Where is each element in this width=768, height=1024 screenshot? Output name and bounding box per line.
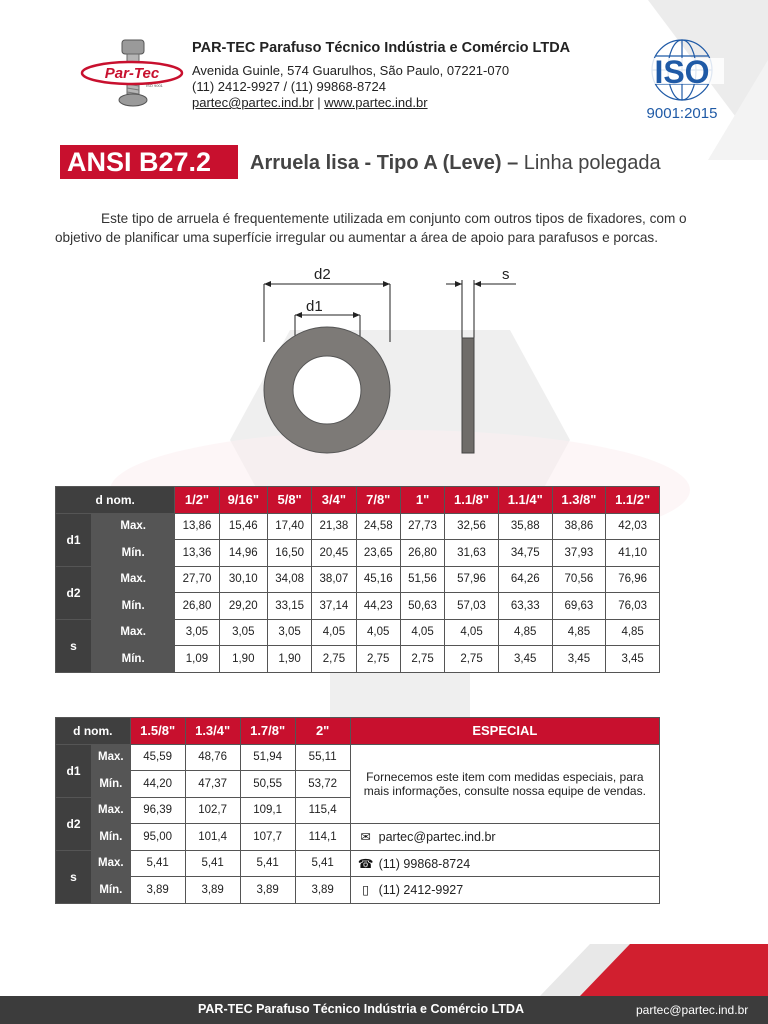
table-cell: 1,90 bbox=[219, 646, 267, 673]
table-cell: 13,36 bbox=[175, 540, 219, 567]
table-row bbox=[56, 646, 660, 673]
dimensions-table-1 bbox=[55, 486, 660, 673]
table-cell: 101,4 bbox=[185, 824, 240, 851]
contact-email[interactable]: partec@partec.ind.br bbox=[378, 830, 496, 845]
row-limit-label: Mín. bbox=[92, 593, 175, 620]
table-cell: 2,75 bbox=[312, 646, 356, 673]
row-limit-label: Max. bbox=[92, 619, 175, 646]
partec-logo bbox=[80, 36, 184, 112]
table-cell: 13,86 bbox=[175, 513, 219, 540]
logo-text: Par-Tec bbox=[104, 65, 160, 82]
contact-mobile-cell bbox=[350, 850, 659, 877]
table-cell: 4,05 bbox=[356, 619, 400, 646]
table-cell: 63,33 bbox=[498, 593, 552, 620]
size-header: 2" bbox=[295, 718, 350, 745]
table-row bbox=[56, 619, 660, 646]
table-cell: 34,08 bbox=[267, 566, 311, 593]
row-group-label: d1 bbox=[56, 513, 92, 566]
footer-decoration bbox=[540, 944, 768, 996]
table-cell: 3,45 bbox=[606, 646, 660, 673]
table-cell: 3,05 bbox=[219, 619, 267, 646]
special-note: Fornecemos este item com medidas especiais, para mais informações, consulte nossa equipe de vendas. bbox=[350, 744, 659, 824]
size-header: 1" bbox=[400, 487, 444, 514]
table-cell: 27,70 bbox=[175, 566, 219, 593]
contact-email-cell bbox=[350, 824, 659, 851]
company-address: Avenida Guinle, 574 Guarulhos, São Paulo, 07221-070 bbox=[192, 63, 510, 78]
table-cell: 26,80 bbox=[400, 540, 444, 567]
table-cell: 33,15 bbox=[267, 593, 311, 620]
table-cell: 3,05 bbox=[267, 619, 311, 646]
company-name: PAR-TEC Parafuso Técnico Indústria e Comércio LTDA bbox=[192, 40, 571, 56]
size-header: 1.5/8" bbox=[130, 718, 185, 745]
table-cell: 70,56 bbox=[552, 566, 606, 593]
table-cell: 3,89 bbox=[130, 877, 185, 904]
table-header-row bbox=[56, 487, 660, 514]
table-cell: 4,85 bbox=[498, 619, 552, 646]
table-cell: 102,7 bbox=[185, 797, 240, 824]
row-group-label: d2 bbox=[56, 566, 92, 619]
table-cell: 50,55 bbox=[240, 771, 295, 798]
table-cell: 4,05 bbox=[400, 619, 444, 646]
table-cell: 17,40 bbox=[267, 513, 311, 540]
table-cell: 45,59 bbox=[130, 744, 185, 771]
table-header-row bbox=[56, 718, 660, 745]
table-cell: 21,38 bbox=[312, 513, 356, 540]
label-d1: d1 bbox=[306, 298, 323, 315]
table-cell: 30,10 bbox=[219, 566, 267, 593]
table-cell: 2,75 bbox=[445, 646, 499, 673]
size-header: 1.3/8" bbox=[552, 487, 606, 514]
table-cell: 38,86 bbox=[552, 513, 606, 540]
table-cell: 14,96 bbox=[219, 540, 267, 567]
table-cell: 4,85 bbox=[606, 619, 660, 646]
table-cell: 2,75 bbox=[400, 646, 444, 673]
row-limit-label: Mín. bbox=[92, 771, 131, 798]
table-cell: 57,96 bbox=[445, 566, 499, 593]
corner-label: d nom. bbox=[56, 487, 175, 514]
email-icon: ✉ bbox=[360, 830, 371, 845]
size-header: 5/8" bbox=[267, 487, 311, 514]
table-cell: 3,05 bbox=[175, 619, 219, 646]
table-cell: 109,1 bbox=[240, 797, 295, 824]
product-description: Este tipo de arruela é frequentemente utilizada em conjunto com outros tipos de fixadores, com o objetivo de planificar uma superfície irregular ou aumentar a área de apoio para parafusos e porcas. bbox=[55, 211, 687, 245]
row-limit-label: Mín. bbox=[92, 646, 175, 673]
company-links bbox=[192, 95, 428, 111]
table-cell: 3,89 bbox=[240, 877, 295, 904]
size-header: 3/4" bbox=[312, 487, 356, 514]
row-group-label: s bbox=[56, 619, 92, 672]
table-cell: 96,39 bbox=[130, 797, 185, 824]
contact-phone-cell bbox=[350, 877, 659, 904]
table-cell: 64,26 bbox=[498, 566, 552, 593]
table-cell: 24,58 bbox=[356, 513, 400, 540]
mobile-icon: ▯ bbox=[362, 883, 370, 898]
table-cell: 32,56 bbox=[445, 513, 499, 540]
washer-drawing bbox=[240, 262, 530, 468]
size-header: 1.1/2" bbox=[606, 487, 660, 514]
table-cell: 4,85 bbox=[552, 619, 606, 646]
table-cell: 76,96 bbox=[606, 566, 660, 593]
size-header: 7/8" bbox=[356, 487, 400, 514]
product-title bbox=[250, 150, 661, 176]
table-cell: 44,23 bbox=[356, 593, 400, 620]
table-cell: 44,20 bbox=[130, 771, 185, 798]
table-cell: 37,14 bbox=[312, 593, 356, 620]
row-group-label: s bbox=[56, 850, 92, 903]
row-limit-label: Max. bbox=[92, 513, 175, 540]
table-cell: 57,03 bbox=[445, 593, 499, 620]
table-cell: 1,90 bbox=[267, 646, 311, 673]
footer-email[interactable]: partec@partec.ind.br bbox=[636, 1003, 749, 1017]
table-row bbox=[56, 540, 660, 567]
table-row bbox=[56, 744, 660, 771]
table-cell: 51,94 bbox=[240, 744, 295, 771]
table-row bbox=[56, 566, 660, 593]
label-s: s bbox=[502, 266, 510, 283]
iso-text: ISO bbox=[654, 54, 710, 90]
table-cell: 69,63 bbox=[552, 593, 606, 620]
table-cell: 15,46 bbox=[219, 513, 267, 540]
iso-badge bbox=[632, 38, 732, 124]
row-limit-label: Max. bbox=[92, 850, 131, 877]
corner-label: d nom. bbox=[56, 718, 131, 745]
contact-mobile[interactable]: (11) 99868-8724 bbox=[378, 856, 471, 871]
row-limit-label: Mín. bbox=[92, 824, 131, 851]
table-cell: 23,65 bbox=[356, 540, 400, 567]
header-email-link[interactable]: partec@partec.ind.br bbox=[192, 95, 314, 110]
row-limit-label: Max. bbox=[92, 744, 131, 771]
table-cell: 48,76 bbox=[185, 744, 240, 771]
table-cell: 3,45 bbox=[552, 646, 606, 673]
table-row bbox=[56, 824, 660, 851]
table-row bbox=[56, 593, 660, 620]
table-cell: 38,07 bbox=[312, 566, 356, 593]
row-limit-label: Mín. bbox=[92, 540, 175, 567]
table-cell: 5,41 bbox=[130, 850, 185, 877]
size-header: 1.1/4" bbox=[498, 487, 552, 514]
table-cell: 16,50 bbox=[267, 540, 311, 567]
product-name: Arruela lisa - Tipo A (Leve) bbox=[250, 152, 502, 174]
table-cell: 114,1 bbox=[295, 824, 350, 851]
table-cell: 4,05 bbox=[312, 619, 356, 646]
table-cell: 50,63 bbox=[400, 593, 444, 620]
table-cell: 5,41 bbox=[295, 850, 350, 877]
size-header: 1/2" bbox=[175, 487, 219, 514]
logo-sub: ISO 9001 bbox=[146, 83, 163, 88]
table-cell: 3,45 bbox=[498, 646, 552, 673]
table-cell: 51,56 bbox=[400, 566, 444, 593]
table-cell: 45,16 bbox=[356, 566, 400, 593]
table-cell: 4,05 bbox=[445, 619, 499, 646]
product-line: Linha polegada bbox=[523, 152, 661, 174]
contact-phone[interactable]: (11) 2412-9927 bbox=[378, 883, 464, 898]
table-cell: 20,45 bbox=[312, 540, 356, 567]
table-cell: 95,00 bbox=[130, 824, 185, 851]
company-phones: (11) 2412-9927 / (11) 99868-8724 bbox=[192, 79, 386, 94]
table-cell: 55,11 bbox=[295, 744, 350, 771]
size-header: 1.7/8" bbox=[240, 718, 295, 745]
table-cell: 34,75 bbox=[498, 540, 552, 567]
row-group-label: d1 bbox=[56, 744, 92, 797]
special-header: ESPECIAL bbox=[350, 718, 659, 745]
table-row bbox=[56, 850, 660, 877]
row-limit-label: Mín. bbox=[92, 877, 131, 904]
table-cell: 3,89 bbox=[295, 877, 350, 904]
table-cell: 29,20 bbox=[219, 593, 267, 620]
footer-company: PAR-TEC Parafuso Técnico Indústria e Comércio LTDA bbox=[198, 1002, 524, 1016]
table-cell: 27,73 bbox=[400, 513, 444, 540]
header-website-link[interactable]: www.partec.ind.br bbox=[324, 95, 428, 110]
table-cell: 3,89 bbox=[185, 877, 240, 904]
table-cell: 37,93 bbox=[552, 540, 606, 567]
row-limit-label: Max. bbox=[92, 566, 175, 593]
row-limit-label: Max. bbox=[92, 797, 131, 824]
standard-code: ANSI B27.2 bbox=[60, 145, 238, 179]
table-cell: 26,80 bbox=[175, 593, 219, 620]
label-d2: d2 bbox=[314, 266, 331, 283]
table-cell: 5,41 bbox=[185, 850, 240, 877]
table-cell: 5,41 bbox=[240, 850, 295, 877]
dimensions-table-2 bbox=[55, 717, 660, 904]
table-cell: 76,03 bbox=[606, 593, 660, 620]
size-header: 9/16" bbox=[219, 487, 267, 514]
table-cell: 31,63 bbox=[445, 540, 499, 567]
table-row bbox=[56, 877, 660, 904]
table-cell: 47,37 bbox=[185, 771, 240, 798]
table-cell: 107,7 bbox=[240, 824, 295, 851]
table-cell: 115,4 bbox=[295, 797, 350, 824]
table-cell: 42,03 bbox=[606, 513, 660, 540]
table-row bbox=[56, 513, 660, 540]
size-header: 1.3/4" bbox=[185, 718, 240, 745]
title-dash: – bbox=[501, 152, 524, 174]
phone-icon: ☎ bbox=[357, 856, 374, 871]
size-header: 1.1/8" bbox=[445, 487, 499, 514]
table-cell: 41,10 bbox=[606, 540, 660, 567]
link-separator: | bbox=[317, 95, 321, 110]
row-group-label: d2 bbox=[56, 797, 92, 850]
table-cell: 35,88 bbox=[498, 513, 552, 540]
iso-standard: 9001:2015 bbox=[646, 105, 718, 122]
table-cell: 1,09 bbox=[175, 646, 219, 673]
table-cell: 53,72 bbox=[295, 771, 350, 798]
table-cell: 2,75 bbox=[356, 646, 400, 673]
